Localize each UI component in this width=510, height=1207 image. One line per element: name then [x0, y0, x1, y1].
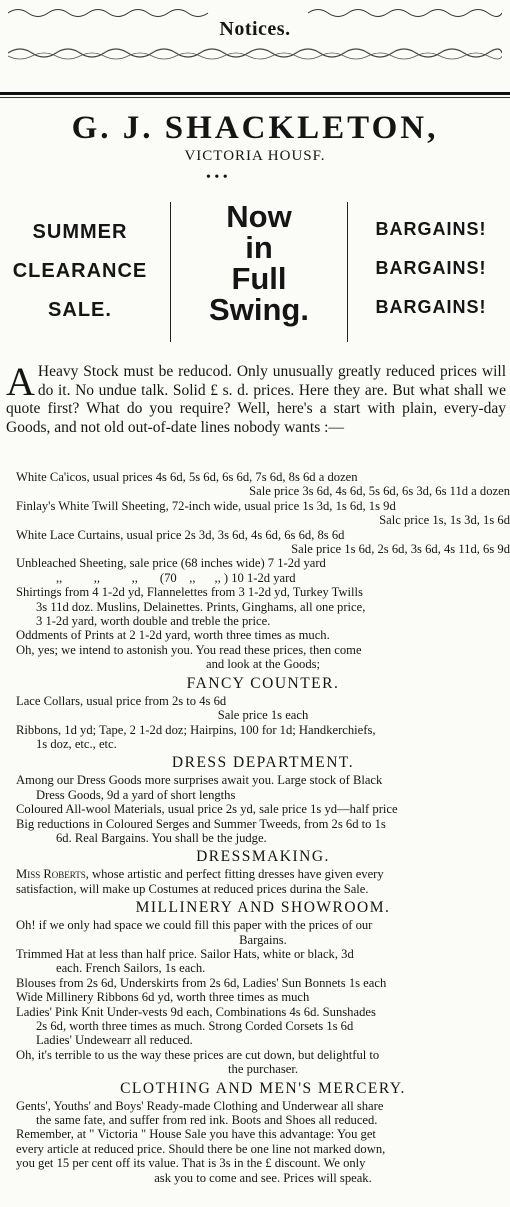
dressmaking-line: satisfaction, will make up Costumes at reduced prices durina the Sale. — [16, 881, 369, 896]
ornament-dots: • • • — [206, 170, 228, 185]
right-line-1: BARGAINS! — [375, 219, 487, 239]
millinery-line: Bargains. — [239, 932, 287, 947]
price-line: Sale price 1s 6d, 2s 6d, 3s 6d, 4s 11d, 6s 9d — [291, 542, 510, 557]
price-line: Salc price 1s, 1s 3d, 1s 6d — [379, 513, 510, 528]
price-line: 3s 11d doz. Muslins, Delainettes. Prints, Ginghams, all one price, — [36, 599, 366, 614]
left-line-3: SALE. — [48, 299, 112, 321]
intro-text: Heavy Stock must be reducod. Only unusually greatly reduced prices will do it. No undue talk. Solid £ s. d. prices. Here they are. But what shall we quote first? What do you require? Well, here's a start with plain, every-day Goods, and not old out-of-date lines nobody wants :— — [6, 363, 506, 436]
price-line: Oddments of Prints at 2 1-2d yard, worth three times as much. — [16, 628, 330, 643]
left-line-1: SUMMER — [32, 221, 128, 243]
millinery-line: Blouses from 2s 6d, Underskirts from 2s 6d, Ladies' Sun Bonnets 1s each — [16, 975, 387, 990]
clothing-line: Gents', Youths' and Boys' Ready-made Clothing and Underwear all share — [16, 1098, 384, 1113]
merchant-name: G. J. SHACKLETON, — [71, 110, 439, 146]
dress-line: 6d. Real Bargains. You shall be the judge. — [56, 830, 267, 845]
fancy-line: 1s doz, etc., etc. — [36, 736, 117, 751]
price-line: Shirtings from 4 1-2d yd, Flannelettes from 3 1-2d yd, Turkey Twills — [16, 585, 363, 600]
millinery-line: Trimmed Hat at less than half price. Sailor Hats, white or black, 3d — [16, 946, 354, 961]
advert-body — [16, 470, 510, 1185]
millinery-line: each. French Sailors, 1s each. — [56, 961, 206, 976]
center-line-4: Swing. — [209, 292, 309, 327]
millinery-line: Oh! if we only had space we could fill this paper with the prices of our — [16, 918, 373, 933]
center-line-2: in — [245, 230, 273, 265]
thick-rule — [0, 92, 510, 95]
left-line-2: CLEARANCE — [12, 260, 148, 282]
clothing-line: the same fate, and suffer from red ink. Boots and Shoes all reduced. — [36, 1113, 378, 1128]
thin-rule — [0, 97, 510, 98]
price-line: White Ca'icos, usual prices 4s 6d, 5s 6d, 6s 6d, 7s 6d, 8s 6d a dozen — [16, 470, 358, 484]
millinery-line: Ladies' Undewearr all reduced. — [36, 1033, 193, 1048]
dressmaker-name: Miss Roberts, — [16, 867, 89, 882]
right-line-2: BARGAINS! — [375, 258, 487, 278]
price-line: Oh, yes; we intend to astonish you. You read these prices, then come — [16, 642, 362, 657]
millinery-line: Wide Millinery Ribbons 6d yd, worth three times as much — [16, 990, 310, 1005]
dress-line: Dress Goods, 9d a yard of short lengths — [36, 787, 236, 802]
price-line: Sale price 3s 6d, 4s 6d, 5s 6d, 6s 3d, 6s 11d a dozen — [249, 484, 510, 499]
section-heading-fancy-counter: FANCY COUNTER. — [186, 674, 340, 692]
clothing-line: ask you to come and see. Prices will speak. — [154, 1170, 372, 1185]
section-heading-dress-department: DRESS DEPARTMENT. — [171, 754, 355, 772]
price-line: 3 1-2d yard, worth double and treble the price. — [36, 614, 271, 629]
fancy-line: Ribbons, 1d yd; Tape, 2 1-2d doz; Hairpins, 100 for 1d; Handkerchiefs, — [16, 722, 376, 737]
clothing-line: you get 15 per cent off its value. That is 3s in the £ discount. We only — [16, 1156, 366, 1171]
fancy-line: Lace Collars, usual price from 2s to 4s 6d — [16, 693, 227, 708]
dress-line: Among our Dress Goods more surprises await you. Large stock of Black — [16, 773, 383, 788]
ornamental-rule-bottom — [8, 42, 502, 64]
section-heading-millinery: MILLINERY AND SHOWROOM. — [135, 899, 391, 917]
dress-line: Coloured All-wool Materials, usual price 2s yd, sale price 1s yd—half price — [16, 802, 398, 817]
column-divider-right — [347, 202, 348, 342]
millinery-line: Ladies' Pink Knit Under-vests 9d each, Combinations 4s 6d. Sunshades — [16, 1004, 376, 1019]
price-line: Finlay's White Twill Sheeting, 72-inch wide, usual price 1s 3d, 1s 6d, 1s 9d — [16, 498, 396, 513]
center-line-3: Full — [231, 261, 287, 296]
center-line-1: Now — [226, 199, 292, 234]
intro-paragraph — [6, 359, 506, 437]
summer-clearance-column — [0, 213, 160, 330]
price-line: and look at the Goods; — [205, 657, 321, 672]
millinery-line: 2s 6d, worth three times as much. Strong Corded Corsets 1s 6d — [36, 1019, 354, 1033]
millinery-line: Oh, it's terrible to us the way these prices are cut down, but delightful to — [16, 1047, 380, 1062]
section-title: Notices. — [219, 18, 291, 40]
column-divider-left — [170, 202, 171, 342]
dressmaking-line — [16, 867, 510, 881]
clothing-line: Remember, at " Victoria " House Sale you have this advantage: You get — [16, 1127, 376, 1142]
price-line: White Lace Curtains, usual price 2s 3d, 3s 6d, 4s 6d, 6s 6d, 8s 6d — [16, 527, 345, 542]
bargains-column — [352, 210, 510, 327]
now-in-full-swing-column — [174, 201, 344, 325]
drop-cap: A — [6, 359, 35, 404]
millinery-line: the purchaser. — [228, 1062, 298, 1077]
price-line: ,, ,, ,, (70 ,, ,, ) 10 1-2d yard — [56, 570, 296, 585]
clothing-line: every article at reduced price. Should there be one line not marked down, — [16, 1141, 386, 1156]
price-line: Unbleached Sheeting, sale price (68 inches wide) 7 1-2d yard — [16, 556, 326, 571]
dress-line: Big reductions in Coloured Serges and Summer Tweeds, from 2s 6d to 1s — [16, 816, 386, 831]
section-heading-dressmaking: DRESSMAKING. — [196, 848, 330, 866]
right-line-3: BARGAINS! — [375, 297, 487, 317]
section-heading-clothing: CLOTHING AND MEN'S MERCERY. — [120, 1079, 406, 1097]
notices-header — [0, 0, 510, 95]
fancy-line: Sale price 1s each — [217, 708, 309, 723]
dressmaking-text: whose artistic and perfect fitting dresses have given every — [88, 867, 384, 882]
premises-name: VICTORIA HOUSF. — [184, 148, 326, 164]
